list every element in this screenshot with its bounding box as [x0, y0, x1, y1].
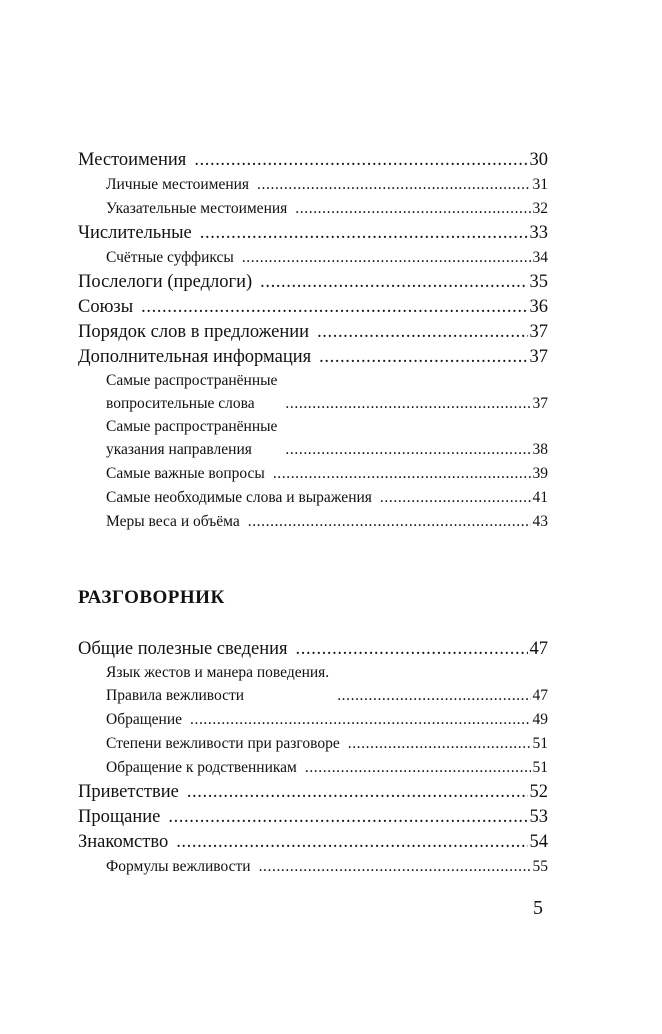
toc-entry	[78, 345, 548, 370]
dot-leader	[273, 462, 531, 486]
toc-entry-title: Дополнительная информация	[78, 347, 312, 367]
toc-entry	[78, 270, 548, 295]
toc-entry-title: Союзы	[78, 297, 134, 317]
toc-page-number: 35	[529, 272, 548, 292]
toc-entry-title-line: Язык жестов и манера поведения.	[106, 664, 330, 681]
toc-entry-title: Степени вежливости при разговоре	[106, 735, 340, 752]
dot-leader	[259, 855, 531, 879]
toc-page-number: 39	[532, 465, 548, 482]
toc-page-number: 37	[529, 322, 548, 342]
toc-entry	[78, 780, 548, 805]
dot-leader	[305, 756, 531, 780]
toc-subentry	[78, 486, 548, 510]
toc-entry-title-line: Самые распространённые	[106, 418, 278, 435]
toc-page-number: 38	[532, 441, 548, 458]
dot-leader	[200, 221, 528, 246]
toc-entry-title-line: Самые распространённые	[106, 372, 278, 389]
table-of-contents-phrasebook	[78, 637, 548, 879]
dot-leader	[295, 197, 530, 221]
toc-page-number: 53	[529, 807, 548, 827]
toc-entry-title: Общие полезные сведения	[78, 639, 288, 659]
toc-entry-title	[106, 416, 277, 462]
dot-leader	[380, 486, 531, 510]
toc-entry	[78, 637, 548, 662]
dot-leader	[187, 780, 528, 805]
toc-entry	[78, 320, 548, 345]
toc-page-number: 30	[529, 150, 548, 170]
toc-page-number: 37	[532, 395, 548, 412]
toc-page-number: 32	[532, 200, 548, 217]
toc-entry-title: Числительные	[78, 223, 192, 243]
toc-subentry	[78, 462, 548, 486]
toc-page-number: 47	[529, 639, 548, 659]
section-heading: РАЗГОВОРНИК	[78, 587, 225, 608]
toc-page-number: 43	[532, 513, 548, 530]
toc-entry-title: Знакомство	[78, 832, 169, 852]
toc-entry-title: Самые необходимые слова и выражения	[106, 489, 372, 506]
toc-entry-title-line: Правила вежливости	[106, 687, 245, 704]
toc-subentry	[78, 756, 548, 780]
toc-subentry	[78, 855, 548, 879]
toc-entry-title: Обращение к родственникам	[106, 759, 297, 776]
toc-entry-title: Прощание	[78, 807, 161, 827]
toc-subentry	[78, 246, 548, 270]
toc-entry-title-line: указания направления	[106, 441, 252, 458]
toc-subentry	[78, 173, 548, 197]
toc-page-number: 51	[532, 759, 548, 776]
toc-subentry	[78, 510, 548, 534]
toc-entry-title: Указательные местоимения	[106, 200, 288, 217]
toc-page-number: 52	[529, 782, 548, 802]
dot-leader	[337, 662, 530, 708]
dot-leader	[319, 345, 527, 370]
dot-leader	[296, 637, 528, 662]
toc-entry-title	[106, 370, 277, 416]
toc-entry-title-line: вопросительные слова	[106, 395, 255, 412]
dot-leader	[285, 370, 530, 416]
toc-entry-title: Меры веса и объёма	[106, 513, 240, 530]
toc-subentry	[78, 416, 548, 462]
toc-page-number: 55	[532, 858, 548, 875]
toc-entry-title: Личные местоимения	[106, 176, 250, 193]
toc-entry-title: Порядок слов в предложении	[78, 322, 310, 342]
toc-page-number: 47	[532, 687, 548, 704]
dot-leader	[260, 270, 527, 295]
dot-leader	[168, 805, 527, 830]
dot-leader	[317, 320, 527, 345]
toc-page-number: 31	[532, 176, 548, 193]
toc-entry-title: Формулы вежливости	[106, 858, 251, 875]
toc-subentry	[78, 708, 548, 732]
dot-leader	[141, 295, 527, 320]
toc-entry-title: Обращение	[106, 711, 182, 728]
table-of-contents-grammar	[78, 148, 548, 534]
toc-page-number: 54	[529, 832, 548, 852]
toc-subentry	[78, 732, 548, 756]
toc-entry-title: Приветствие	[78, 782, 179, 802]
toc-entry-title	[106, 662, 329, 708]
toc-entry-title: Послелоги (предлоги)	[78, 272, 253, 292]
dot-leader	[194, 148, 527, 173]
dot-leader	[248, 510, 531, 534]
toc-page-number: 51	[532, 735, 548, 752]
toc-page-number: 49	[532, 711, 548, 728]
dot-leader	[257, 173, 530, 197]
toc-page-number: 36	[529, 297, 548, 317]
toc-entry	[78, 295, 548, 320]
toc-entry	[78, 805, 548, 830]
dot-leader	[348, 732, 531, 756]
toc-entry	[78, 148, 548, 173]
dot-leader	[176, 830, 527, 855]
dot-leader	[285, 416, 530, 462]
toc-page-number: 33	[529, 223, 548, 243]
toc-subentry	[78, 370, 548, 416]
toc-entry	[78, 221, 548, 246]
toc-page-number: 34	[532, 249, 548, 266]
toc-entry	[78, 830, 548, 855]
toc-entry-title: Самые важные вопросы	[106, 465, 265, 482]
dot-leader	[242, 246, 531, 270]
toc-subentry	[78, 197, 548, 221]
page-number: 5	[533, 897, 543, 919]
toc-entry-title: Счётные суффиксы	[106, 249, 234, 266]
toc-page-number: 37	[529, 347, 548, 367]
toc-subentry	[78, 662, 548, 708]
toc-page-number: 41	[532, 489, 548, 506]
dot-leader	[190, 708, 531, 732]
toc-entry-title: Местоимения	[78, 150, 187, 170]
